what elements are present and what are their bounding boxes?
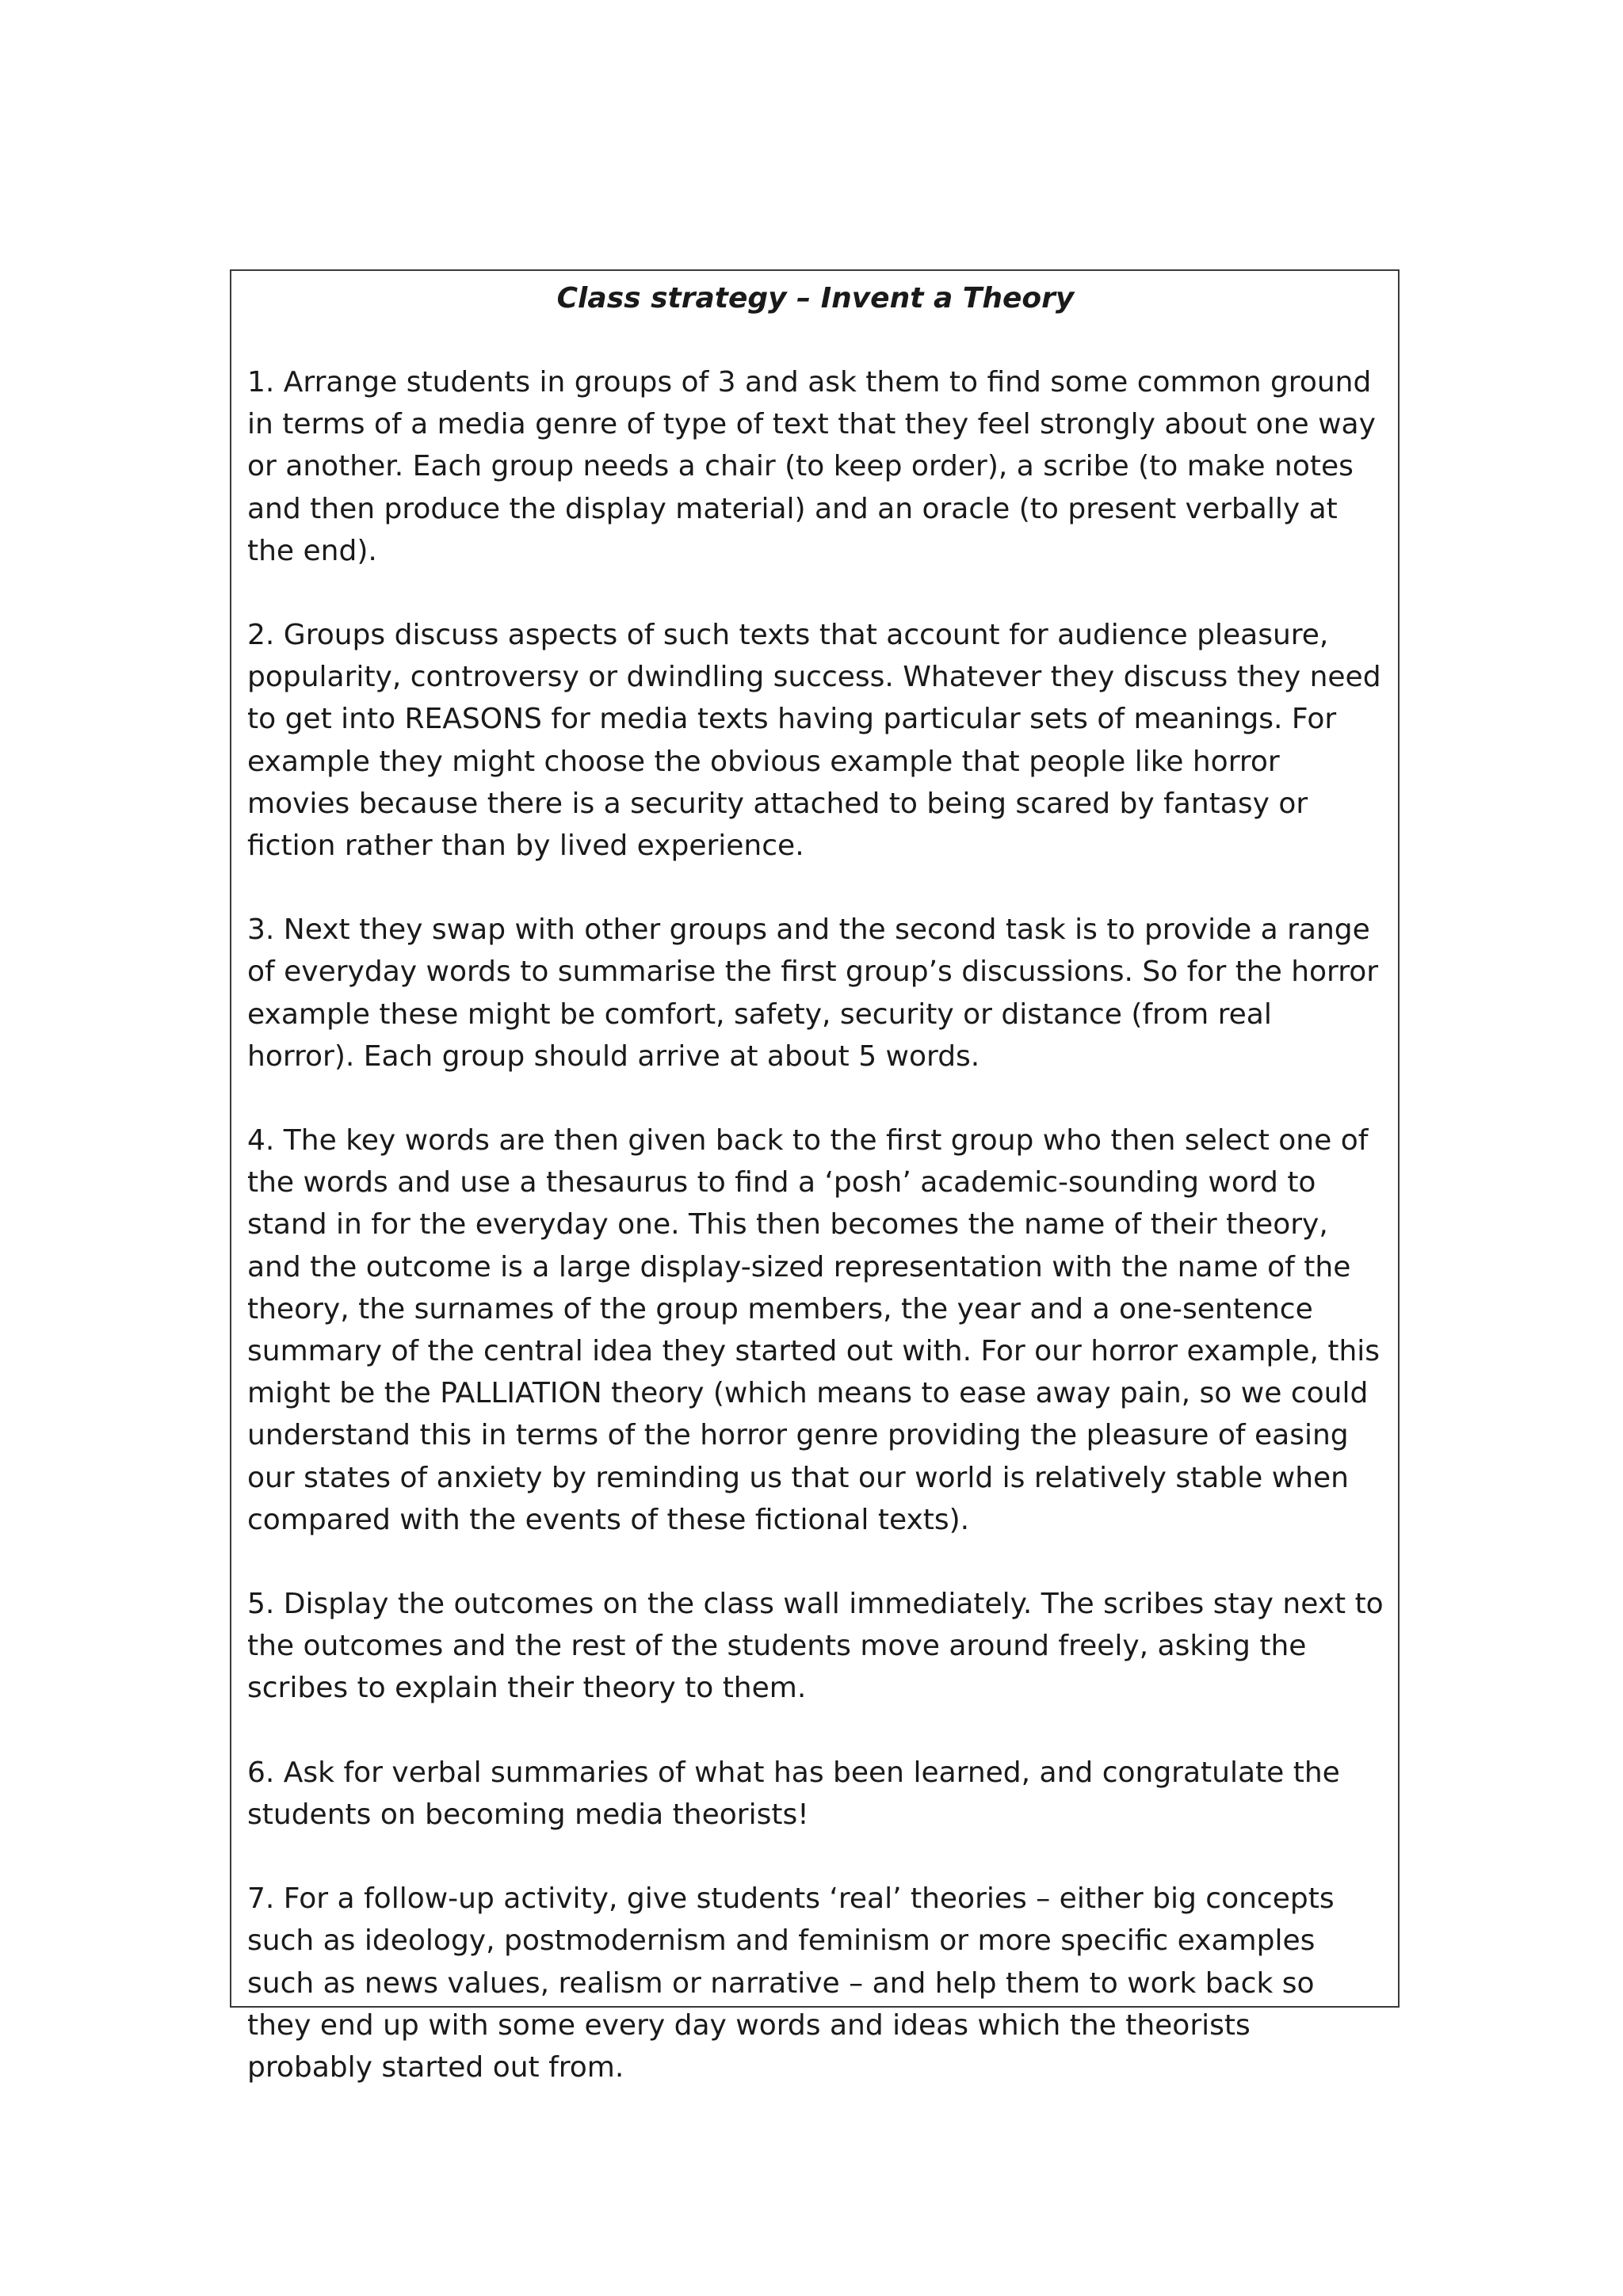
paragraph-step-3: 3. Next they swap with other groups and the second task is to provide a range of everyday words to summarise the first group’s discussions. So for the horror example these might be comfort, safety, security or distance (from real horror). Each group should arrive at about 5 words.: [247, 913, 1379, 1073]
document-box: [230, 269, 1400, 2084]
document-title: Class strategy – Invent a Theory: [556, 282, 1075, 315]
paragraph-step-5: 5. Display the outcomes on the class wall immediately. The scribes stay next to the outcomes and the rest of the students move around freely, asking the scribes to explain their theory to them.: [247, 1588, 1384, 1705]
paragraph-step-1: 1. Arrange students in groups of 3 and ask them to find some common ground in terms of a media genre of type of text that they feel strongly about one way or another. Each group needs a chair (to keep order), a scribe (to make notes and then produce the display material) and an oracle (to present verbally at the end).: [247, 366, 1376, 567]
paragraph-step-2: 2. Groups discuss aspects of such texts that account for audience pleasure, popularity, controversy or dwindling success. Whatever they discuss they need to get into REASONS for media texts having particular sets of meanings. For example they might choose the obvious example that people like horror movies because there is a security attached to being scared by fantasy or fiction rather than by lived experience.: [247, 619, 1381, 863]
paragraph-step-6: 6. Ask for verbal summaries of what has been learned, and congratulate the students on becoming media theorists!: [247, 1756, 1340, 1831]
paragraph-step-7: 7. For a follow-up activity, give students ‘real’ theories – either big concepts such as ideology, postmodernism and feminism or more specific examples such as news values, realism or narrative – and help them to work back so they end up with some every day words and ideas which the theorists probably started out from.: [247, 1882, 1335, 2084]
paragraph-step-4: 4. The key words are then given back to the first group who then select one of the words and use a thesaurus to find a ‘posh’ academic-sounding word to stand in for the everyday one. This then becomes the name of their theory, and the outcome is a large display-sized representation with the name of the theory, the surnames of the group members, the year and a one-sentence summary of the central idea they started out with. For our horror example, this might be the PALLIATION theory (which means to ease away pain, so we could understand this in terms of the horror genre providing the pleasure of easing our states of anxiety by reminding us that our world is relatively stable when compared with the events of these fictional texts).: [247, 1124, 1381, 1536]
